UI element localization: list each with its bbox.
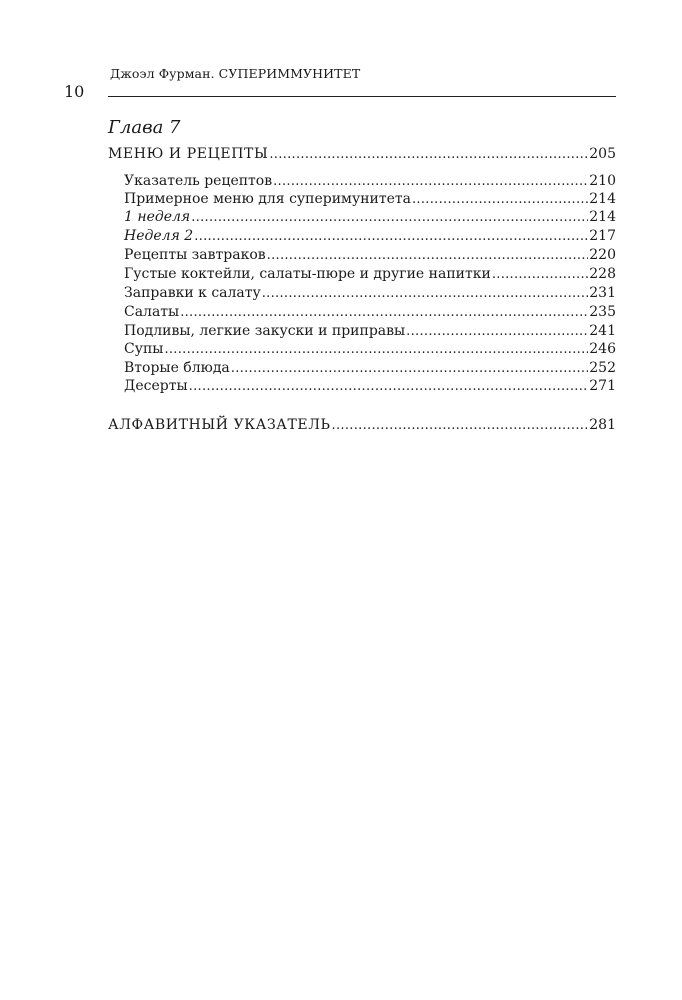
dot-leader xyxy=(332,416,589,435)
dot-leader xyxy=(262,284,589,303)
toc-index-entry[interactable] xyxy=(108,416,616,435)
toc-entry-page: 228 xyxy=(589,266,616,282)
toc-entry[interactable] xyxy=(124,284,616,303)
toc-entry-title: Примерное меню для суперимунитета xyxy=(124,191,411,207)
toc-entry[interactable] xyxy=(124,190,616,209)
dot-leader xyxy=(189,377,589,396)
toc-entry-title: Указатель рецептов xyxy=(124,173,273,189)
toc-entry-title: Супы xyxy=(124,341,164,357)
toc-entry[interactable] xyxy=(124,208,616,227)
dot-leader xyxy=(492,265,588,284)
toc-entry-page: 231 xyxy=(589,285,616,301)
toc-chapter-entry[interactable] xyxy=(108,145,616,164)
dot-leader xyxy=(267,246,589,265)
toc-entry-page: 210 xyxy=(589,173,616,189)
toc-entry-page: 214 xyxy=(589,209,616,225)
toc-entry[interactable] xyxy=(124,340,616,359)
dot-leader xyxy=(412,190,588,209)
running-head: Джоэл Фурман. СУПЕРИММУНИТЕТ xyxy=(110,66,361,81)
toc-entry-page: 217 xyxy=(589,228,616,244)
toc-entry-title: Заправки к салату xyxy=(124,285,261,301)
toc-entry-title: Десерты xyxy=(124,378,188,394)
toc-entry-title: Подливы, легкие закуски и приправы xyxy=(124,323,406,339)
toc-entry-page: 220 xyxy=(589,247,616,263)
toc-entry[interactable] xyxy=(124,359,616,378)
dot-leader xyxy=(194,227,588,246)
toc-entry[interactable] xyxy=(124,322,616,341)
dot-leader xyxy=(406,322,588,341)
toc-entry[interactable] xyxy=(124,377,616,396)
toc-entry-title: МЕНЮ И РЕЦЕПТЫ xyxy=(108,146,269,162)
toc-entry-page: 281 xyxy=(589,417,616,433)
toc-entry-page: 246 xyxy=(589,341,616,357)
toc-entry-page: 241 xyxy=(589,323,616,339)
toc-entry-title: Салаты xyxy=(124,304,180,320)
toc-entry[interactable] xyxy=(124,265,616,284)
toc-entry-page: 235 xyxy=(589,304,616,320)
dot-leader xyxy=(273,172,588,191)
toc-entry-title: Рецепты завтраков xyxy=(124,247,266,263)
toc-entry-title: Неделя 2 xyxy=(124,228,194,244)
header-rule xyxy=(108,96,616,97)
toc-entry[interactable] xyxy=(124,172,616,191)
toc-entry-title: Густые коктейли, салаты-пюре и другие напитки xyxy=(124,266,491,282)
toc-entry-title: 1 неделя xyxy=(124,209,191,225)
toc-entry-page: 205 xyxy=(589,146,616,162)
toc-entry-page: 271 xyxy=(589,378,616,394)
toc-entry-page: 214 xyxy=(589,191,616,207)
dot-leader xyxy=(269,145,588,164)
toc-entry-title: Вторые блюда xyxy=(124,360,230,376)
toc-entry-title: АЛФАВИТНЫЙ УКАЗАТЕЛЬ xyxy=(108,417,331,433)
chapter-label: Глава 7 xyxy=(108,117,181,138)
page-number: 10 xyxy=(64,82,85,101)
dot-leader xyxy=(180,303,588,322)
toc-entry-page: 252 xyxy=(589,360,616,376)
toc-entry[interactable] xyxy=(124,227,616,246)
dot-leader xyxy=(231,359,588,378)
toc-entry[interactable] xyxy=(124,246,616,265)
dot-leader xyxy=(191,208,588,227)
dot-leader xyxy=(164,340,588,359)
toc-entry[interactable] xyxy=(124,303,616,322)
